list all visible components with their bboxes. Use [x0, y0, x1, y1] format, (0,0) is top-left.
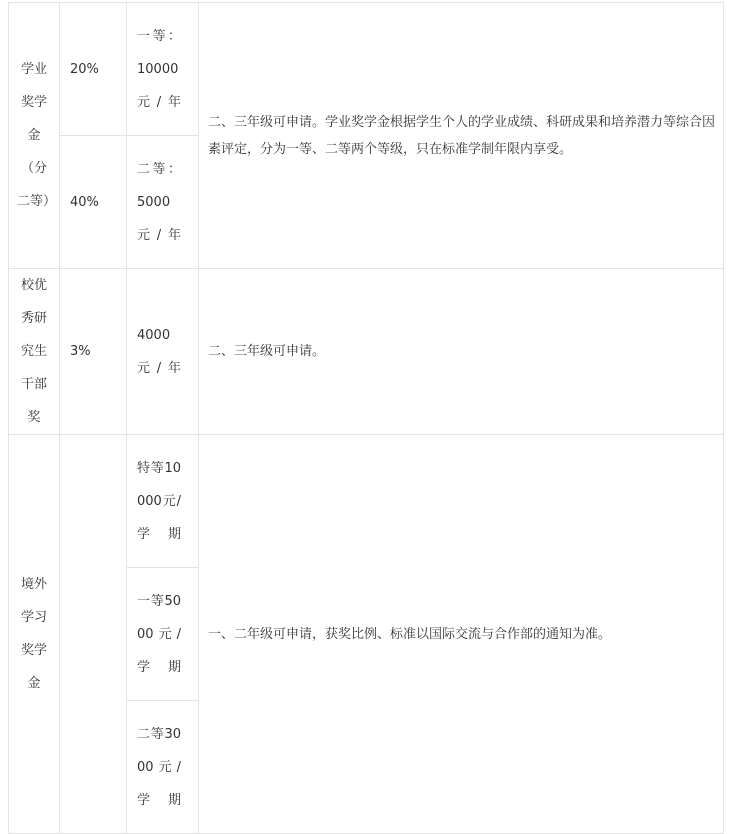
- scholarship-name-cell: [9, 435, 60, 834]
- amount-value: 特等10000元/学期: [137, 460, 181, 542]
- amount-value: 二等：5000元/年: [137, 161, 181, 243]
- scholarship-name-cell: [9, 3, 60, 269]
- amount-value: 一等5000元/学期: [137, 593, 181, 675]
- ratio-value: 20%: [70, 61, 99, 77]
- scholarship-table: [8, 2, 724, 834]
- ratio-cell: [60, 435, 127, 834]
- amount-cell: [127, 269, 199, 435]
- description-text: 二、三年级可申请。: [208, 344, 326, 359]
- scholarship-name-cell: [9, 269, 60, 435]
- table-row: [9, 269, 724, 435]
- amount-value: 一等：10000元/年: [137, 28, 181, 110]
- amount-value: 二等3000元/学期: [137, 726, 181, 808]
- amount-cell: [127, 435, 199, 568]
- ratio-value: 40%: [70, 194, 99, 210]
- table-row: [9, 435, 724, 568]
- scholarship-name: 学业奖学金（分二等）: [17, 62, 57, 209]
- amount-cell: [127, 701, 199, 834]
- description-text: 一、二年级可申请，获奖比例、标准以国际交流与合作部的通知为准。: [208, 626, 612, 642]
- ratio-cell: [60, 269, 127, 435]
- description-cell: [199, 435, 724, 834]
- description-cell: [199, 269, 724, 435]
- amount-value: 4000元/年: [137, 327, 181, 376]
- ratio-cell: [60, 136, 127, 269]
- amount-cell: [127, 136, 199, 269]
- scholarship-name: 校优秀研究生干部奖: [20, 278, 47, 425]
- ratio-value: 3%: [70, 344, 91, 359]
- description-cell: [199, 3, 724, 269]
- ratio-cell: [60, 3, 127, 136]
- amount-cell: [127, 3, 199, 136]
- description-text: 二、三年级可申请。学业奖学金根据学生个人的学业成绩、科研成果和培养潜力等综合因素评定，分为一等、二等两个等级，只在标准学制年限内享受。: [208, 114, 716, 157]
- table-row: [9, 3, 724, 136]
- amount-cell: [127, 568, 199, 701]
- scholarship-name: 境外学习奖学金: [20, 577, 47, 691]
